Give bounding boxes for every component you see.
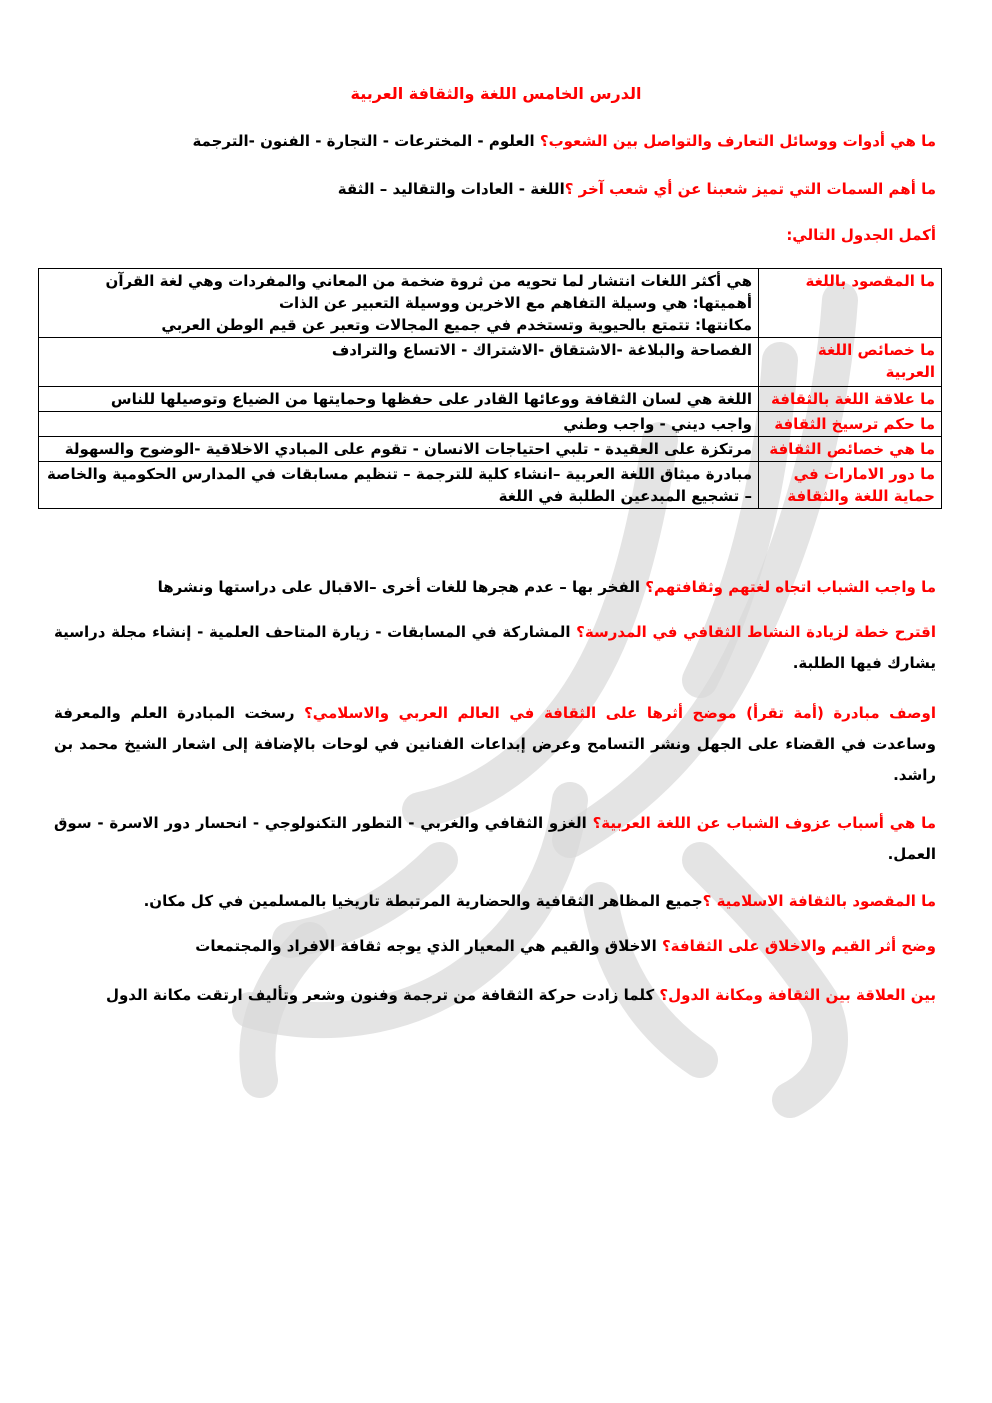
intro-question-1 [54, 126, 936, 157]
question-text: ما واجب الشباب اتجاه لغتهم وثقافتهم؟ [645, 578, 936, 596]
content-line: هي أكثر اللغات انتشار لما تحويه من ثروة ضخمة من المعاني والمفردات وهي لغة القرآن [105, 272, 752, 290]
answer-text: الاخلاق والقيم هي المعيار الذي يوجه ثقافة الافراد والمجتمعات [195, 937, 662, 955]
answer-text: الفخر بها – عدم هجرها للغات أخرى –الاقبال على دراستها ونشرها [157, 578, 646, 596]
answer-text: العلوم - المخترعات - التجارة - الفنون -الترجمة [192, 132, 540, 150]
intro-question-2 [54, 174, 936, 205]
table-row [39, 269, 942, 338]
question-school-plan [54, 617, 936, 679]
question-text: ما أهم السمات التي تميز شعبنا عن أي شعب آخر ؟ [564, 180, 936, 198]
row-content [39, 387, 759, 412]
content-line: مكانتها: تتمتع بالحيوية وتستخدم في جميع المجالات وتعبر عن قيم الوطن العربي [161, 316, 752, 334]
question-text: ما هي أدوات ووسائل التعارف والتواصل بين الشعوب؟ [539, 132, 936, 150]
row-label: ما علاقة اللغة بالثقافة [759, 387, 942, 412]
content-line: أهميتها: هي وسيلة التفاهم مع الاخرين ووسيلة التعبير عن الذات [278, 294, 752, 312]
question-values-ethics [54, 931, 936, 962]
table-row [39, 412, 942, 437]
question-text: وضح أثر القيم والاخلاق على الثقافة؟ [661, 937, 936, 955]
row-label: ما هي خصائص الثقافة [759, 437, 942, 462]
content-line: واجب ديني - واجب وطني [563, 415, 752, 433]
question-text: ما هي أسباب عزوف الشباب عن اللغة العربية؟ [592, 814, 937, 832]
row-label: ما حكم ترسيخ الثقافة [759, 412, 942, 437]
question-youth-duty [54, 572, 936, 603]
row-content [39, 462, 759, 509]
question-reading-nation [54, 698, 936, 791]
question-text: اوصف مبادرة (أمة تقرأ) موضح أثرها على الثقافة في العالم العربي والاسلامي؟ [304, 704, 936, 722]
table-row [39, 338, 942, 387]
row-content [39, 412, 759, 437]
completion-table [38, 268, 942, 509]
answer-text: الغزو الثقافي والغربي - التطور التكنولوجي - انحسار دور الاسرة - سوق العمل. [54, 814, 936, 863]
content-line: مبادرة ميثاق اللغة العربية –انشاء كلية للترجمة – تنظيم مسابقات في المدارس الحكومية والخاصة – تشجيع المبدعين الطلبة في اللغة [46, 465, 752, 505]
answer-text: كلما زادت حركة الثقافة من ترجمة وفنون وشعر وتأليف ارتقت مكانة الدول [105, 986, 660, 1004]
row-label: ما دور الامارات في حماية اللغة والثقافة [759, 462, 942, 509]
question-text: ما المقصود بالثقافة الاسلامية ؟ [702, 892, 936, 910]
table-row [39, 462, 942, 509]
table-row [39, 387, 942, 412]
content-line: الفصاحة والبلاغة -الاشتقاق -الاشتراك - الاتساع والترادف [331, 341, 752, 359]
answer-text: رسخت المبادرة العلم والمعرفة وساعدت في القضاء على الجهل ونشر التسامح وعرض إبداعات الفنانين في لوحات بالإضافة إلى اشعار الشيخ محمد بن راشد. [54, 704, 936, 784]
table-heading: أكمل الجدول التالي: [786, 226, 936, 244]
lesson-title: الدرس الخامس اللغة والثقافة العربية [350, 84, 642, 103]
row-content [39, 269, 759, 338]
answer-text: المشاركة في المسابقات - زيارة المتاحف العلمية - إنشاء مجلة دراسية يشارك فيها الطلبة. [54, 623, 936, 672]
table-row [39, 437, 942, 462]
row-content [39, 338, 759, 387]
answer-text: اللغة - العادات والتقاليد – الثقة [337, 180, 565, 198]
question-youth-reluctance [54, 808, 936, 870]
content-line: اللغة هي لسان الثقافة ووعائها القادر على حفظها وحمايتها من الضياع وتوصيلها للناس [110, 390, 752, 408]
question-islamic-culture [54, 886, 936, 917]
row-content [39, 437, 759, 462]
answer-text: جميع المظاهر الثقافية والحضارية المرتبطة تاريخيا بالمسلمين في كل مكان. [143, 892, 703, 910]
question-text: اقترح خطة لزيادة النشاط الثقافي في المدرسة؟ [576, 623, 936, 641]
question-culture-nations [54, 980, 936, 1011]
question-text: بين العلاقة بين الثقافة ومكانة الدول؟ [659, 986, 936, 1004]
row-label: ما خصائص اللغة العربية [759, 338, 942, 387]
content-line: مرتكزة على العقيدة - تلبي احتياجات الانسان - تقوم على المبادي الاخلاقية -الوضوح والسهولة [64, 440, 752, 458]
row-label: ما المقصود باللغة [759, 269, 942, 338]
